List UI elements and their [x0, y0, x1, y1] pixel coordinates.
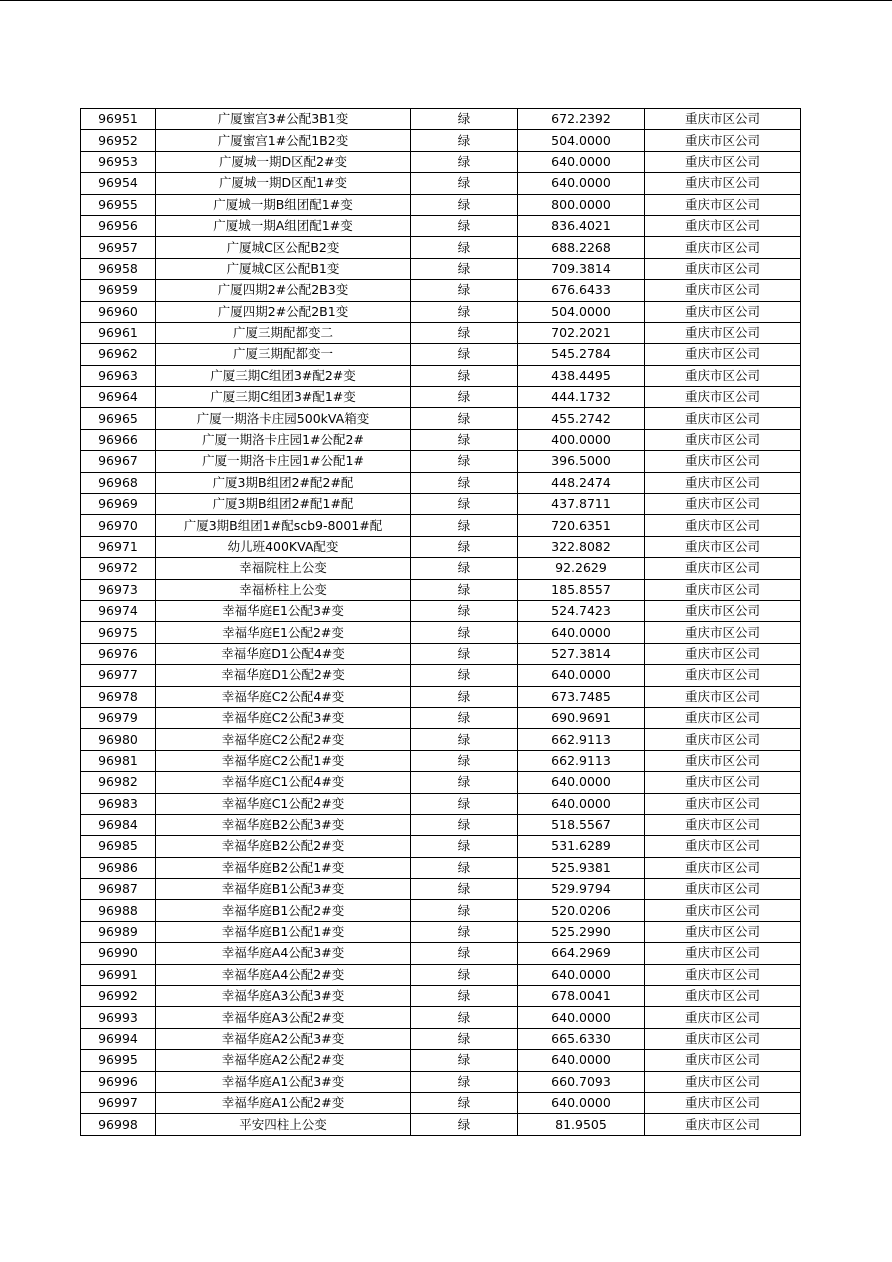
station-name-cell: 幸福华庭A1公配2#变	[156, 1092, 411, 1113]
status-cell: 绿	[411, 536, 518, 557]
status-cell: 绿	[411, 408, 518, 429]
station-name-cell: 广厦城C区公配B2变	[156, 237, 411, 258]
table-row	[81, 879, 801, 900]
status-cell: 绿	[411, 1007, 518, 1028]
station-name-cell: 幸福华庭A2公配2#变	[156, 1050, 411, 1071]
value-cell: 640.0000	[518, 1092, 645, 1113]
company-cell: 重庆市区公司	[645, 1028, 801, 1049]
status-cell: 绿	[411, 1092, 518, 1113]
table-row	[81, 558, 801, 579]
row-id-cell: 96951	[81, 109, 156, 130]
station-name-cell: 广厦3期B组团1#配scb9-8001#配	[156, 515, 411, 536]
row-id-cell: 96960	[81, 301, 156, 322]
company-cell: 重庆市区公司	[645, 600, 801, 621]
status-cell: 绿	[411, 793, 518, 814]
row-id-cell: 96966	[81, 429, 156, 450]
company-cell: 重庆市区公司	[645, 215, 801, 236]
table-row	[81, 772, 801, 793]
station-name-cell: 幸福华庭C2公配2#变	[156, 729, 411, 750]
value-cell: 525.9381	[518, 857, 645, 878]
status-cell: 绿	[411, 643, 518, 664]
row-id-cell: 96952	[81, 130, 156, 151]
company-cell: 重庆市区公司	[645, 921, 801, 942]
table-row	[81, 943, 801, 964]
station-name-cell: 幸福华庭B1公配2#变	[156, 900, 411, 921]
value-cell: 525.2990	[518, 921, 645, 942]
row-id-cell: 96955	[81, 194, 156, 215]
status-cell: 绿	[411, 857, 518, 878]
company-cell: 重庆市区公司	[645, 579, 801, 600]
station-name-cell: 广厦城一期D区配2#变	[156, 151, 411, 172]
table-row	[81, 194, 801, 215]
company-cell: 重庆市区公司	[645, 986, 801, 1007]
company-cell: 重庆市区公司	[645, 173, 801, 194]
table-row	[81, 729, 801, 750]
station-name-cell: 幸福华庭A1公配3#变	[156, 1071, 411, 1092]
row-id-cell: 96958	[81, 258, 156, 279]
company-cell: 重庆市区公司	[645, 836, 801, 857]
value-cell: 690.9691	[518, 707, 645, 728]
row-id-cell: 96995	[81, 1050, 156, 1071]
value-cell: 660.7093	[518, 1071, 645, 1092]
station-name-cell: 幸福华庭B1公配1#变	[156, 921, 411, 942]
value-cell: 396.5000	[518, 451, 645, 472]
status-cell: 绿	[411, 986, 518, 1007]
row-id-cell: 96962	[81, 344, 156, 365]
station-name-cell: 幸福华庭B2公配3#变	[156, 814, 411, 835]
company-cell: 重庆市区公司	[645, 707, 801, 728]
company-cell: 重庆市区公司	[645, 151, 801, 172]
row-id-cell: 96998	[81, 1114, 156, 1135]
row-id-cell: 96964	[81, 387, 156, 408]
table-row	[81, 1114, 801, 1135]
company-cell: 重庆市区公司	[645, 322, 801, 343]
table-row	[81, 600, 801, 621]
value-cell: 672.2392	[518, 109, 645, 130]
station-name-cell: 幸福桥柱上公变	[156, 579, 411, 600]
row-id-cell: 96980	[81, 729, 156, 750]
row-id-cell: 96968	[81, 472, 156, 493]
station-name-cell: 广厦三期C组团3#配2#变	[156, 365, 411, 386]
value-cell: 504.0000	[518, 130, 645, 151]
value-cell: 836.4021	[518, 215, 645, 236]
value-cell: 676.6433	[518, 280, 645, 301]
company-cell: 重庆市区公司	[645, 686, 801, 707]
row-id-cell: 96953	[81, 151, 156, 172]
row-id-cell: 96973	[81, 579, 156, 600]
status-cell: 绿	[411, 344, 518, 365]
row-id-cell: 96994	[81, 1028, 156, 1049]
value-cell: 529.9794	[518, 879, 645, 900]
row-id-cell: 96954	[81, 173, 156, 194]
table-row	[81, 857, 801, 878]
table-row	[81, 1092, 801, 1113]
company-cell: 重庆市区公司	[645, 943, 801, 964]
company-cell: 重庆市区公司	[645, 429, 801, 450]
value-cell: 545.2784	[518, 344, 645, 365]
company-cell: 重庆市区公司	[645, 451, 801, 472]
table-row	[81, 173, 801, 194]
value-cell: 665.6330	[518, 1028, 645, 1049]
company-cell: 重庆市区公司	[645, 1114, 801, 1135]
row-id-cell: 96972	[81, 558, 156, 579]
table-row	[81, 814, 801, 835]
company-cell: 重庆市区公司	[645, 879, 801, 900]
status-cell: 绿	[411, 579, 518, 600]
value-cell: 437.8711	[518, 494, 645, 515]
table-row	[81, 579, 801, 600]
station-name-cell: 幸福华庭C2公配4#变	[156, 686, 411, 707]
table-row	[81, 494, 801, 515]
status-cell: 绿	[411, 322, 518, 343]
status-cell: 绿	[411, 622, 518, 643]
station-name-cell: 幼儿班400KVA配变	[156, 536, 411, 557]
row-id-cell: 96965	[81, 408, 156, 429]
table-row	[81, 1007, 801, 1028]
company-cell: 重庆市区公司	[645, 494, 801, 515]
table-row	[81, 301, 801, 322]
table-row	[81, 921, 801, 942]
company-cell: 重庆市区公司	[645, 750, 801, 771]
value-cell: 400.0000	[518, 429, 645, 450]
status-cell: 绿	[411, 1050, 518, 1071]
row-id-cell: 96956	[81, 215, 156, 236]
row-id-cell: 96993	[81, 1007, 156, 1028]
row-id-cell: 96989	[81, 921, 156, 942]
table-row	[81, 686, 801, 707]
company-cell: 重庆市区公司	[645, 536, 801, 557]
status-cell: 绿	[411, 365, 518, 386]
company-cell: 重庆市区公司	[645, 558, 801, 579]
table-row	[81, 130, 801, 151]
company-cell: 重庆市区公司	[645, 1050, 801, 1071]
status-cell: 绿	[411, 1071, 518, 1092]
table-row	[81, 451, 801, 472]
company-cell: 重庆市区公司	[645, 515, 801, 536]
company-cell: 重庆市区公司	[645, 857, 801, 878]
company-cell: 重庆市区公司	[645, 237, 801, 258]
station-name-cell: 广厦蜜宫1#公配1B2变	[156, 130, 411, 151]
company-cell: 重庆市区公司	[645, 130, 801, 151]
status-cell: 绿	[411, 237, 518, 258]
value-cell: 527.3814	[518, 643, 645, 664]
value-cell: 504.0000	[518, 301, 645, 322]
row-id-cell: 96986	[81, 857, 156, 878]
row-id-cell: 96976	[81, 643, 156, 664]
value-cell: 640.0000	[518, 665, 645, 686]
station-name-cell: 广厦3期B组团2#配2#配	[156, 472, 411, 493]
company-cell: 重庆市区公司	[645, 900, 801, 921]
page-top-border	[0, 0, 892, 1]
row-id-cell: 96992	[81, 986, 156, 1007]
status-cell: 绿	[411, 194, 518, 215]
row-id-cell: 96997	[81, 1092, 156, 1113]
row-id-cell: 96971	[81, 536, 156, 557]
company-cell: 重庆市区公司	[645, 258, 801, 279]
station-name-cell: 广厦3期B组团2#配1#配	[156, 494, 411, 515]
table-row	[81, 237, 801, 258]
row-id-cell: 96985	[81, 836, 156, 857]
company-cell: 重庆市区公司	[645, 964, 801, 985]
value-cell: 688.2268	[518, 237, 645, 258]
table-row	[81, 472, 801, 493]
value-cell: 448.2474	[518, 472, 645, 493]
status-cell: 绿	[411, 215, 518, 236]
row-id-cell: 96967	[81, 451, 156, 472]
value-cell: 455.2742	[518, 408, 645, 429]
company-cell: 重庆市区公司	[645, 772, 801, 793]
table-row	[81, 280, 801, 301]
value-cell: 664.2969	[518, 943, 645, 964]
row-id-cell: 96982	[81, 772, 156, 793]
status-cell: 绿	[411, 130, 518, 151]
status-cell: 绿	[411, 280, 518, 301]
station-name-cell: 广厦城一期B组团配1#变	[156, 194, 411, 215]
row-id-cell: 96957	[81, 237, 156, 258]
row-id-cell: 96991	[81, 964, 156, 985]
value-cell: 662.9113	[518, 750, 645, 771]
table-row	[81, 986, 801, 1007]
row-id-cell: 96981	[81, 750, 156, 771]
station-name-cell: 幸福华庭E1公配3#变	[156, 600, 411, 621]
row-id-cell: 96959	[81, 280, 156, 301]
table-row	[81, 643, 801, 664]
value-cell: 640.0000	[518, 151, 645, 172]
table-body	[81, 109, 801, 1136]
table-row	[81, 151, 801, 172]
table-row	[81, 665, 801, 686]
status-cell: 绿	[411, 600, 518, 621]
row-id-cell: 96996	[81, 1071, 156, 1092]
table-row	[81, 258, 801, 279]
value-cell: 640.0000	[518, 1050, 645, 1071]
company-cell: 重庆市区公司	[645, 280, 801, 301]
value-cell: 640.0000	[518, 1007, 645, 1028]
value-cell: 438.4495	[518, 365, 645, 386]
status-cell: 绿	[411, 707, 518, 728]
table-row	[81, 344, 801, 365]
table-row	[81, 536, 801, 557]
value-cell: 640.0000	[518, 173, 645, 194]
station-name-cell: 广厦三期C组团3#配1#变	[156, 387, 411, 408]
row-id-cell: 96984	[81, 814, 156, 835]
station-name-cell: 幸福华庭A4公配3#变	[156, 943, 411, 964]
station-name-cell: 幸福华庭E1公配2#变	[156, 622, 411, 643]
company-cell: 重庆市区公司	[645, 408, 801, 429]
status-cell: 绿	[411, 1028, 518, 1049]
value-cell: 720.6351	[518, 515, 645, 536]
station-name-cell: 幸福华庭D1公配4#变	[156, 643, 411, 664]
row-id-cell: 96990	[81, 943, 156, 964]
station-name-cell: 广厦四期2#公配2B1变	[156, 301, 411, 322]
company-cell: 重庆市区公司	[645, 1092, 801, 1113]
table-row	[81, 964, 801, 985]
company-cell: 重庆市区公司	[645, 1071, 801, 1092]
table-row	[81, 109, 801, 130]
transformer-table	[80, 108, 801, 1136]
status-cell: 绿	[411, 814, 518, 835]
company-cell: 重庆市区公司	[645, 387, 801, 408]
company-cell: 重庆市区公司	[645, 365, 801, 386]
value-cell: 524.7423	[518, 600, 645, 621]
station-name-cell: 平安四柱上公变	[156, 1114, 411, 1135]
company-cell: 重庆市区公司	[645, 665, 801, 686]
station-name-cell: 广厦城C区公配B1变	[156, 258, 411, 279]
value-cell: 709.3814	[518, 258, 645, 279]
station-name-cell: 广厦一期洛卡庄园1#公配1#	[156, 451, 411, 472]
status-cell: 绿	[411, 1114, 518, 1135]
station-name-cell: 广厦城一期D区配1#变	[156, 173, 411, 194]
table-row	[81, 707, 801, 728]
value-cell: 673.7485	[518, 686, 645, 707]
table-row	[81, 322, 801, 343]
station-name-cell: 幸福院柱上公变	[156, 558, 411, 579]
company-cell: 重庆市区公司	[645, 729, 801, 750]
station-name-cell: 广厦蜜宫3#公配3B1变	[156, 109, 411, 130]
value-cell: 640.0000	[518, 964, 645, 985]
station-name-cell: 广厦一期洛卡庄园500kVA箱变	[156, 408, 411, 429]
station-name-cell: 广厦四期2#公配2B3变	[156, 280, 411, 301]
row-id-cell: 96988	[81, 900, 156, 921]
value-cell: 640.0000	[518, 793, 645, 814]
value-cell: 185.8557	[518, 579, 645, 600]
station-name-cell: 广厦三期配都变一	[156, 344, 411, 365]
value-cell: 662.9113	[518, 729, 645, 750]
table-row	[81, 215, 801, 236]
status-cell: 绿	[411, 729, 518, 750]
table-row	[81, 1050, 801, 1071]
station-name-cell: 广厦一期洛卡庄园1#公配2#	[156, 429, 411, 450]
status-cell: 绿	[411, 173, 518, 194]
data-table-container	[80, 108, 801, 1136]
status-cell: 绿	[411, 964, 518, 985]
status-cell: 绿	[411, 772, 518, 793]
row-id-cell: 96963	[81, 365, 156, 386]
station-name-cell: 广厦城一期A组团配1#变	[156, 215, 411, 236]
status-cell: 绿	[411, 921, 518, 942]
row-id-cell: 96979	[81, 707, 156, 728]
station-name-cell: 幸福华庭D1公配2#变	[156, 665, 411, 686]
table-row	[81, 429, 801, 450]
station-name-cell: 幸福华庭C1公配2#变	[156, 793, 411, 814]
status-cell: 绿	[411, 472, 518, 493]
station-name-cell: 幸福华庭B2公配1#变	[156, 857, 411, 878]
station-name-cell: 幸福华庭B2公配2#变	[156, 836, 411, 857]
station-name-cell: 幸福华庭C2公配3#变	[156, 707, 411, 728]
table-row	[81, 622, 801, 643]
row-id-cell: 96977	[81, 665, 156, 686]
status-cell: 绿	[411, 558, 518, 579]
status-cell: 绿	[411, 943, 518, 964]
table-row	[81, 365, 801, 386]
value-cell: 678.0041	[518, 986, 645, 1007]
row-id-cell: 96974	[81, 600, 156, 621]
table-row	[81, 836, 801, 857]
company-cell: 重庆市区公司	[645, 814, 801, 835]
value-cell: 444.1732	[518, 387, 645, 408]
station-name-cell: 幸福华庭A3公配2#变	[156, 1007, 411, 1028]
row-id-cell: 96978	[81, 686, 156, 707]
company-cell: 重庆市区公司	[645, 109, 801, 130]
status-cell: 绿	[411, 109, 518, 130]
row-id-cell: 96987	[81, 879, 156, 900]
company-cell: 重庆市区公司	[645, 344, 801, 365]
value-cell: 531.6289	[518, 836, 645, 857]
station-name-cell: 幸福华庭C1公配4#变	[156, 772, 411, 793]
status-cell: 绿	[411, 515, 518, 536]
station-name-cell: 广厦三期配都变二	[156, 322, 411, 343]
table-row	[81, 1071, 801, 1092]
value-cell: 520.0206	[518, 900, 645, 921]
status-cell: 绿	[411, 151, 518, 172]
table-row	[81, 1028, 801, 1049]
company-cell: 重庆市区公司	[645, 622, 801, 643]
value-cell: 322.8082	[518, 536, 645, 557]
value-cell: 92.2629	[518, 558, 645, 579]
station-name-cell: 幸福华庭C2公配1#变	[156, 750, 411, 771]
status-cell: 绿	[411, 301, 518, 322]
status-cell: 绿	[411, 494, 518, 515]
station-name-cell: 幸福华庭A3公配3#变	[156, 986, 411, 1007]
company-cell: 重庆市区公司	[645, 301, 801, 322]
company-cell: 重庆市区公司	[645, 1007, 801, 1028]
company-cell: 重庆市区公司	[645, 793, 801, 814]
station-name-cell: 幸福华庭B1公配3#变	[156, 879, 411, 900]
table-row	[81, 515, 801, 536]
status-cell: 绿	[411, 387, 518, 408]
status-cell: 绿	[411, 258, 518, 279]
status-cell: 绿	[411, 750, 518, 771]
row-id-cell: 96961	[81, 322, 156, 343]
table-row	[81, 408, 801, 429]
status-cell: 绿	[411, 429, 518, 450]
row-id-cell: 96975	[81, 622, 156, 643]
table-row	[81, 900, 801, 921]
status-cell: 绿	[411, 879, 518, 900]
value-cell: 640.0000	[518, 622, 645, 643]
value-cell: 518.5567	[518, 814, 645, 835]
row-id-cell: 96970	[81, 515, 156, 536]
table-row	[81, 750, 801, 771]
row-id-cell: 96969	[81, 494, 156, 515]
value-cell: 640.0000	[518, 772, 645, 793]
value-cell: 702.2021	[518, 322, 645, 343]
company-cell: 重庆市区公司	[645, 194, 801, 215]
status-cell: 绿	[411, 686, 518, 707]
table-row	[81, 793, 801, 814]
company-cell: 重庆市区公司	[645, 472, 801, 493]
station-name-cell: 幸福华庭A2公配3#变	[156, 1028, 411, 1049]
company-cell: 重庆市区公司	[645, 643, 801, 664]
status-cell: 绿	[411, 836, 518, 857]
table-row	[81, 387, 801, 408]
status-cell: 绿	[411, 900, 518, 921]
station-name-cell: 幸福华庭A4公配2#变	[156, 964, 411, 985]
value-cell: 81.9505	[518, 1114, 645, 1135]
status-cell: 绿	[411, 665, 518, 686]
row-id-cell: 96983	[81, 793, 156, 814]
status-cell: 绿	[411, 451, 518, 472]
value-cell: 800.0000	[518, 194, 645, 215]
